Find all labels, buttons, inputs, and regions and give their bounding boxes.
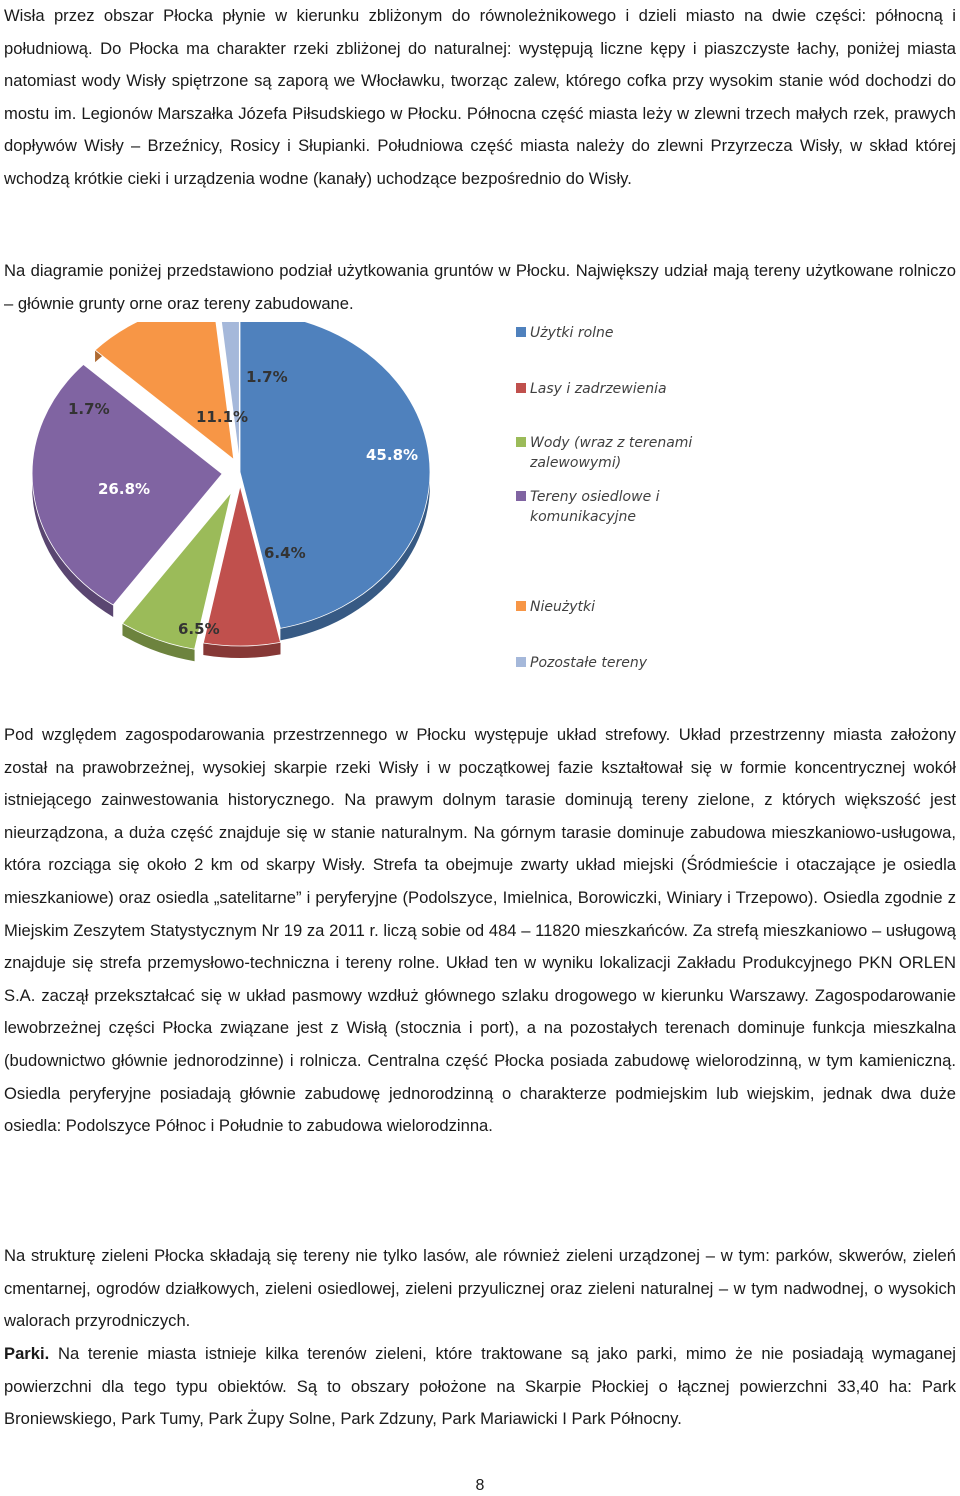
page-number: 8	[475, 1477, 485, 1494]
pie-slices	[32, 322, 430, 661]
legend-label-2-1: zalewowymi)	[530, 455, 622, 471]
pie-label-0: 45.8%	[366, 446, 419, 464]
paragraph-diagram-intro: Na diagramie poniżej przedstawiono podział użytkowania gruntów w Płocku. Największy udział mają tereny użytkowane rolniczo – głównie grunty orne oraz tereny zabudowane.	[4, 261, 956, 313]
paragraph-wisla: Wisła przez obszar Płocka płynie w kierunku zbliżonym do równoleżnikowego i dzieli miasto na dwie części: północną i południową. Do Płocka ma charakter rzeki zbliżonej do naturalnej: występują liczne kępy i piaszczyste łachy, poniżej miasta natomiast wody Wisły spiętrzone są zaporą we Włocławku, tworząc zalew, którego cofka przy wysokim stanie wód dochodzi do mostu im. Legionów Marszałka Józefa Piłsudskiego w Płocku. Północna część miasta leży w zlewni trzech małych rzek, prawych dopływów Wisły – Brzeźnicy, Rosicy i Słupianki. Południowa część miasta należy do zlewni Przyrzecza Wisły, w skład której wchodzą krótkie cieki i urządzenia wodne (kanały) uchodzące bezpośrednio do Wisły.	[4, 6, 956, 188]
legend-swatch-1	[516, 383, 526, 393]
legend-swatch-3	[516, 491, 526, 501]
legend-label-3-0: Tereny osiedlowe i	[530, 489, 660, 505]
pie-label-4: 11.1%	[196, 408, 249, 426]
legend-label-4-0: Nieużytki	[530, 599, 595, 615]
parki-text: Na terenie miasta istnieje kilka terenów zieleni, które traktowane są jako parki, mimo że nie posiadają wymaganej powierzchni dla tego typu obiektów. Są to obszary położone na Skarpie Płockiej o łącznej powierzchni 33,40 ha: Park Broniewskiego, Park Tumy, Park Żupy Solne, Park Zdzuny, Park Mariawicki I Park Północny.	[4, 1344, 956, 1429]
legend-swatch-5	[516, 657, 526, 667]
parki-heading: Parki.	[4, 1344, 50, 1363]
pie-label-5: 1.7%	[246, 368, 288, 386]
pie-label-3: 26.8%	[98, 480, 151, 498]
legend-label-5-0: Pozostałe tereny	[530, 655, 647, 671]
legend-swatch-0	[516, 327, 526, 337]
legend-swatch-4	[516, 601, 526, 611]
legend-label-2-0: Wody (wraz z terenami	[530, 435, 693, 451]
land-use-pie-chart	[0, 322, 960, 692]
legend-label-1-0: Lasy i zadrzewienia	[530, 381, 667, 397]
paragraph-zagospodarowanie: Pod względem zagospodarowania przestrzennego w Płocku występuje układ strefowy. Układ przestrzenny miasta założony został na prawobrzeżnej, wysokiej skarpie rzeki Wisły i w początkowej fazie kształtował się w formie koncentrycznej wokół istniejącego zainwestowania historycznego. Na prawym dolnym tarasie dominują tereny zielone, z których większość jest nieurządzona, a duża część znajduje się w stanie naturalnym. Na górnym tarasie dominuje zabudowa mieszkaniowo-usługowa, która rozciąga się około 2 km od skarpy Wisły. Strefa ta obejmuje zwarty układ miejski (Śródmieście i otaczające je osiedla mieszkaniowe) oraz osiedla „satelitarne” i peryferyjne (Podolszyce, Imielnica, Borowiczki, Winiary i Trzepowo). Osiedla zgodnie z Miejskim Zeszytem Statystycznym Nr 19 za 2011 r. liczą sobie od 484 – 11820 mieszkańców. Za strefą mieszkaniowo – usługową znajduje się strefa przemysłowo-techniczna i tereny rolne. Układ ten w wyniku lokalizacji Zakładu Produkcyjnego PKN ORLEN S.A. zaczął przekształcać się w układ pasmowy wzdłuż głównego szlaku drogowego w kierunku Warszawy. Zagospodarowanie lewobrzeżnej części Płocka związane jest z Wisłą (stocznia i port), a na pozostałych terenach dominuje funkcja mieszkalna (budownictwo głównie jednorodzinne) i rolnicza. Centralna część Płocka posiada zabudowę wielorodzinną, w tym kamieniczną. Osiedla peryferyjne posiadają głównie zabudowę jednorodzinną o charakterze podmiejskim lub wiejskim, jednak dwa duże osiedla: Podolszyce Północ i Południe to zabudowa wielorodzinna.	[4, 725, 956, 1136]
pie-label-2: 6.5%	[178, 620, 220, 638]
legend-swatch-2	[516, 437, 526, 447]
pie-label-1: 6.4%	[264, 544, 306, 562]
legend-label-3-1: komunikacyjne	[530, 509, 636, 525]
pie-extra-label-0: 1.7%	[68, 400, 110, 418]
paragraph-zielen: Na strukturę zieleni Płocka składają się tereny nie tylko lasów, ale również zieleni urządzonej – w tym: parków, skwerów, zieleń cmentarnej, ogrodów działkowych, zieleni osiedlowej, zieleni przyulicznej oraz zieleni naturalnej – w tym nadwodnej, o wysokich walorach przyrodniczych.	[4, 1246, 956, 1331]
legend-label-0-0: Użytki rolne	[530, 325, 614, 341]
chart-legend	[516, 325, 692, 671]
paragraph-parki	[4, 1338, 956, 1436]
